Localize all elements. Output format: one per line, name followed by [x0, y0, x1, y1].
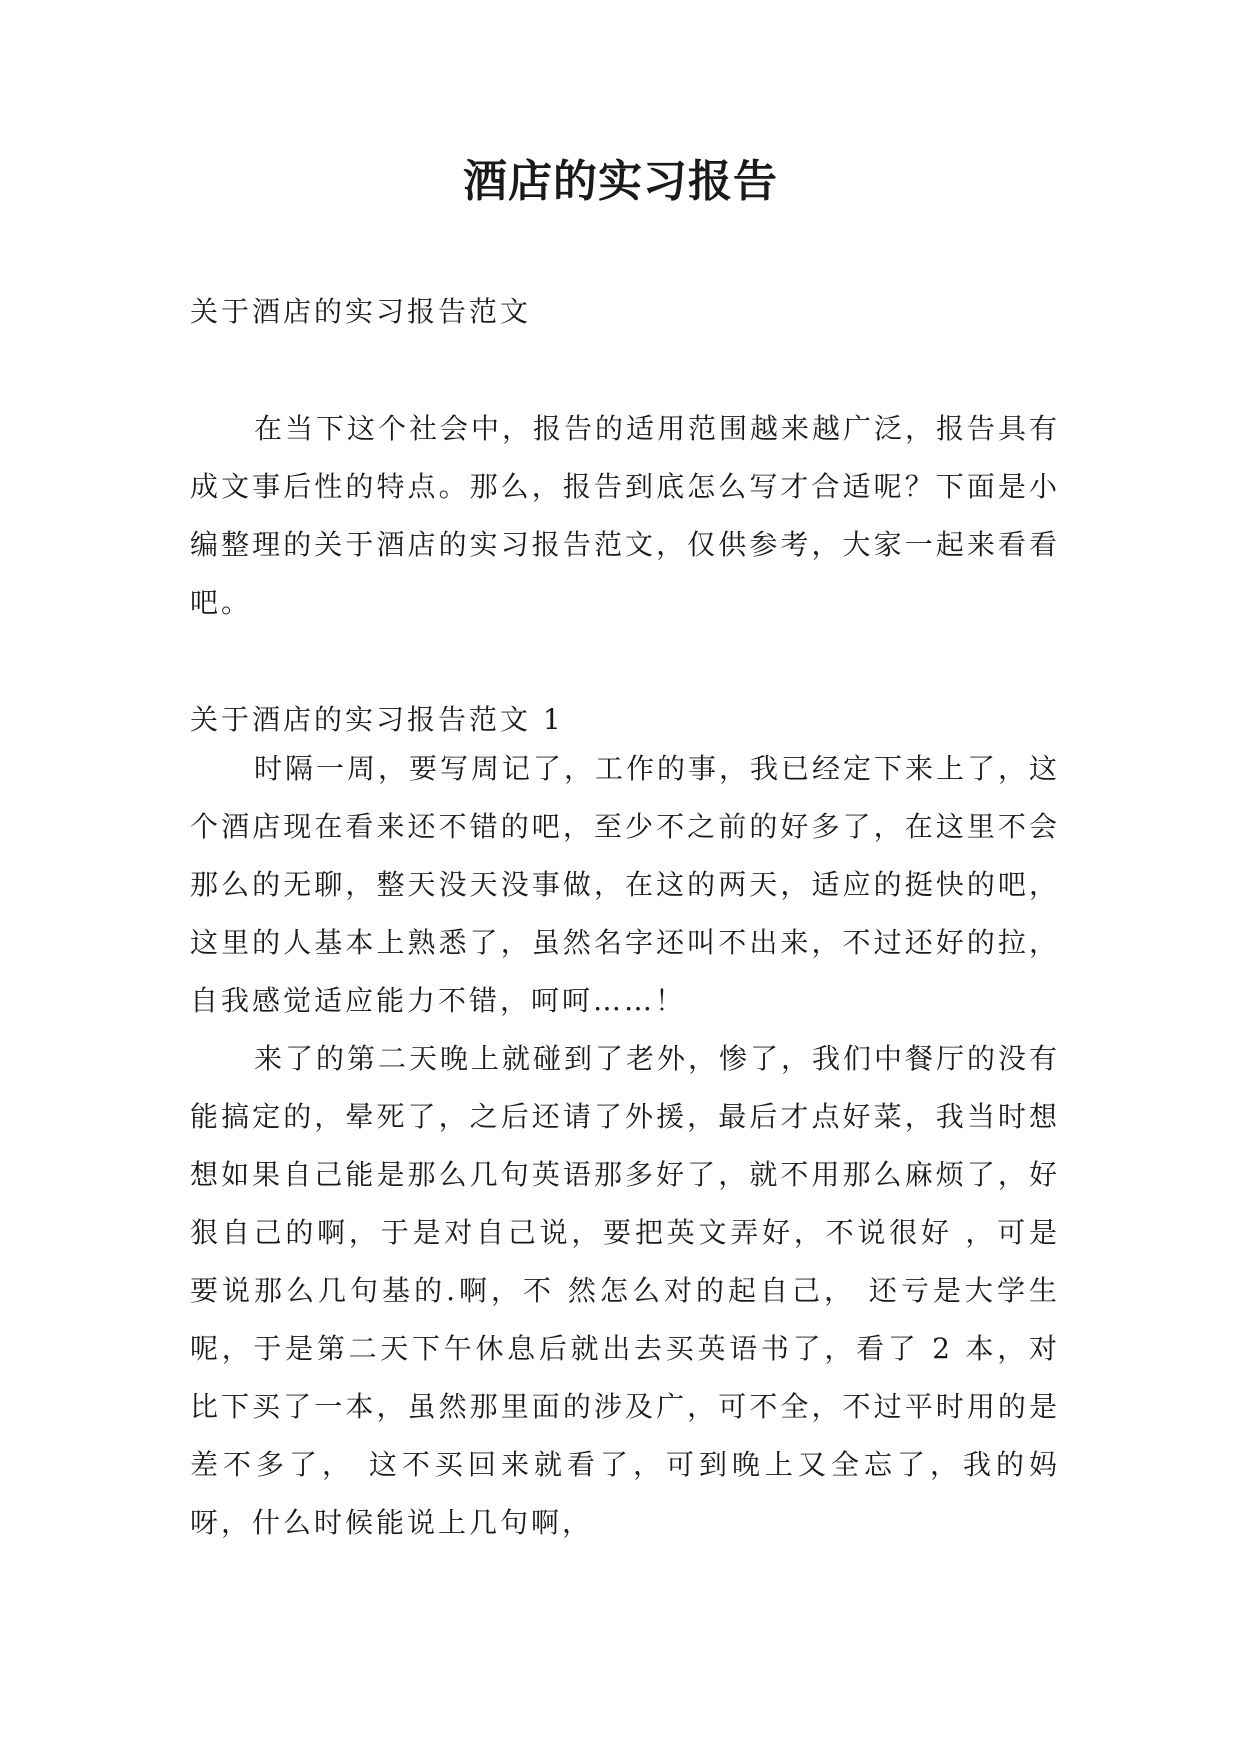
body-paragraph: 来了的第二天晚上就碰到了老外，惨了，我们中餐厅的没有能搞定的，晕死了，之后还请了外援，最后才点好菜，我当时想想如果自己能是那么几句英语那多好了，就不用那么麻烦了，好狠自己的啊，于是对自己说，要把英文弄好，不说很好 ，可是要说那么几句基的.啊，不 然怎么对的起自己， 还亏是大学生呢，于是第二天下午休息后就出去买英语书了，看了 2 本，对比下买了一本，虽然那里面的涉及广，可不全，不过平时用的是差不多了， 这不买回来就看了，可到晚上又全忘了，我的妈呀，什么时候能说上几句啊， [190, 1042, 1061, 1539]
intro-paragraph: 在当下这个社会中，报告的适用范围越来越广泛，报告具有成文事后性的特点。那么，报告到底怎么写才合适呢？下面是小编整理的关于酒店的实习报告范文，仅供参考，大家一起来看看吧。 [190, 412, 1061, 619]
section-heading: 关于酒店的实习报告范文 1 [190, 703, 564, 736]
document-subtitle: 关于酒店的实习报告范文 [190, 295, 532, 328]
section-body [190, 740, 1060, 1552]
document-title: 酒店的实习报告 [463, 156, 778, 207]
intro-block [190, 400, 1060, 632]
body-paragraph: 时隔一周，要写周记了，工作的事，我已经定下来上了，这个酒店现在看来还不错的吧，至少不之前的好多了，在这里不会那么的无聊，整天没天没事做，在这的两天，适应的挺快的吧，这里的人基本上熟悉了，虽然名字还叫不出来，不过还好的拉，自我感觉适应能力不错，呵呵……！ [190, 752, 1061, 1017]
